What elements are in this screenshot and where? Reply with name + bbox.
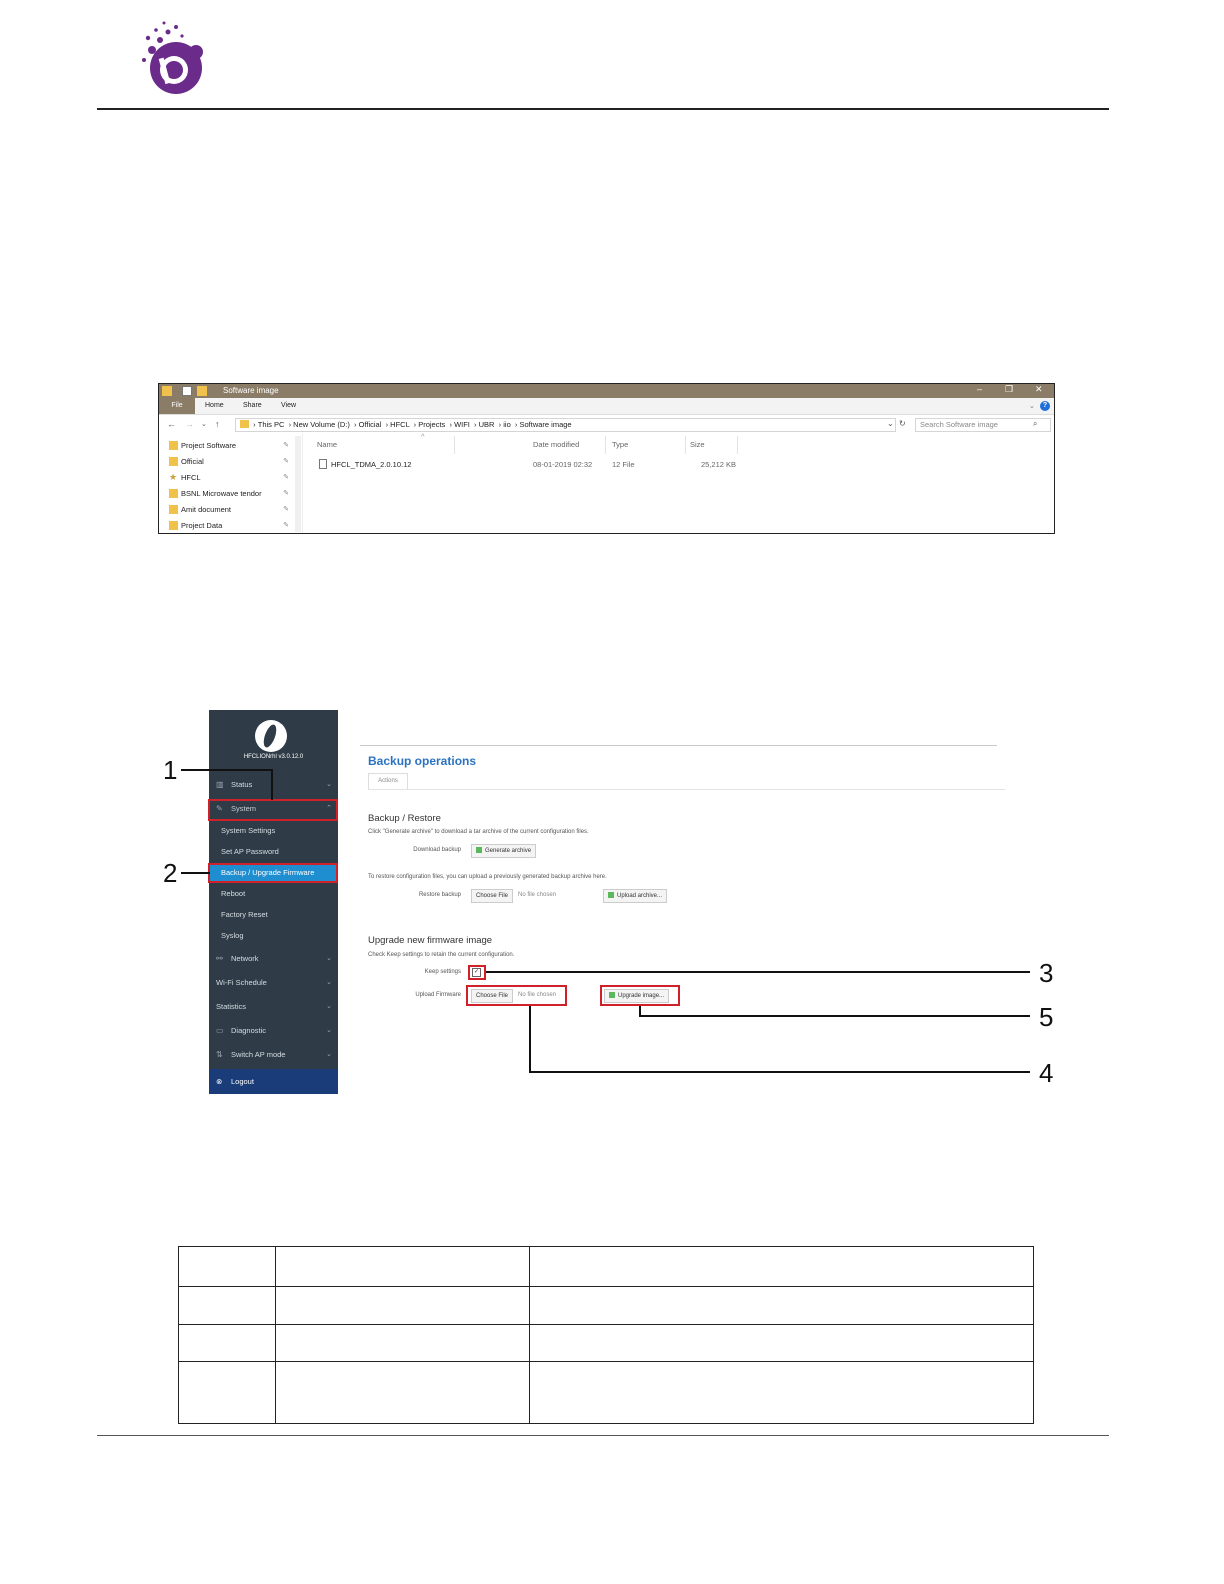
file-size: 25,212 KB <box>701 460 737 469</box>
explorer-title-bar <box>159 384 1054 398</box>
sort-arrow-icon: ^ <box>421 432 425 441</box>
folder-icon <box>169 521 178 530</box>
wrench-icon: ✎ <box>216 804 223 813</box>
crumb[interactable]: UBR <box>478 420 495 429</box>
menu-system-settings[interactable]: System Settings <box>221 826 276 835</box>
menu-backup-upgrade[interactable]: Backup / Upgrade Firmware <box>209 864 338 882</box>
search-input[interactable]: Search Software image <box>915 418 1051 432</box>
crumb[interactable]: WIFI <box>454 420 470 429</box>
callout-4: 4 <box>1039 1058 1054 1088</box>
table-cell <box>276 1287 530 1325</box>
expand-ribbon-icon[interactable]: ⌄ <box>1029 403 1035 410</box>
table-row <box>179 1362 1034 1424</box>
highlight-choose-file <box>466 985 567 1006</box>
pin-icon: ✎ <box>283 458 289 465</box>
close-icon[interactable]: ✕ <box>1035 384 1043 394</box>
chevron-down-icon: ⌄ <box>326 979 332 986</box>
folder-icon <box>240 420 249 428</box>
firmware-choose-file-button[interactable]: Choose File <box>471 989 513 1003</box>
chevron-down-icon: ⌄ <box>326 1051 332 1058</box>
up-icon[interactable]: ↑ <box>215 419 220 429</box>
table-cell <box>276 1362 530 1424</box>
tab-home[interactable]: Home <box>205 402 224 409</box>
file-type: 12 File <box>612 460 635 469</box>
menu-statistics[interactable]: Statistics ⌄ <box>209 997 338 1017</box>
callout-1: 1 <box>163 755 178 785</box>
upgrade-title: Upgrade new firmware image <box>368 935 493 946</box>
folder-icon <box>169 489 178 498</box>
table-cell <box>179 1362 276 1424</box>
highlight-system <box>208 799 338 821</box>
tab-share[interactable]: Share <box>243 402 262 409</box>
window-title: Software image <box>223 386 279 395</box>
network-icon: ⚯ <box>216 954 223 963</box>
upgrade-description: Check Keep settings to retain the current configuration. <box>368 952 515 958</box>
tab-divider <box>368 789 1005 790</box>
column-name[interactable]: Name <box>317 440 338 449</box>
upload-archive-button[interactable]: Upload archive... <box>603 889 667 903</box>
firmware-no-file-text: No file chosen <box>518 992 557 998</box>
table-row <box>179 1287 1034 1325</box>
restore-backup-label: Restore backup <box>418 892 461 898</box>
scrollbar[interactable] <box>295 436 301 532</box>
menu-set-ap-password[interactable]: Set AP Password <box>221 847 279 856</box>
upload-icon <box>608 892 614 898</box>
generate-archive-button[interactable]: Generate archive <box>471 844 536 858</box>
table-cell <box>179 1247 276 1287</box>
file-icon <box>319 459 327 469</box>
chevron-down-icon: ⌄ <box>326 781 332 788</box>
tab-view[interactable]: View <box>281 402 297 409</box>
sidebar <box>209 710 338 1094</box>
highlight-backup-upgrade <box>208 863 338 883</box>
upload-firmware-label: Upload Firmware <box>415 992 461 998</box>
pin-icon: ✎ <box>283 490 289 497</box>
file-explorer-screenshot <box>158 383 1055 534</box>
crumb[interactable]: This PC <box>257 420 285 429</box>
restore-description: To restore configuration files, you can upload a previously generated backup archive here. <box>368 874 607 880</box>
crumb[interactable]: iio <box>503 420 511 429</box>
table-cell <box>530 1287 1034 1325</box>
crumb[interactable]: New Volume (D:) <box>293 420 350 429</box>
web-ui-screenshot <box>209 710 1005 1094</box>
menu-network[interactable]: ⚯ Network ⌄ <box>209 949 338 969</box>
folder-icon <box>162 386 172 396</box>
table-cell <box>179 1287 276 1325</box>
table-cell <box>276 1325 530 1362</box>
menu-factory-reset[interactable]: Factory Reset <box>221 910 268 919</box>
table-row <box>179 1325 1034 1362</box>
column-type[interactable]: Type <box>612 440 629 449</box>
forward-icon[interactable]: → <box>185 419 194 429</box>
minimize-icon[interactable]: – <box>977 384 983 394</box>
highlight-upgrade-image <box>600 985 680 1006</box>
pin-icon: ✎ <box>283 442 289 449</box>
tab-actions[interactable]: Actions <box>368 773 408 789</box>
folder-icon <box>169 457 178 466</box>
main-content <box>338 710 1005 1094</box>
menu-switch-ap-mode[interactable]: ⇅ Switch AP mode ⌄ <box>209 1045 338 1065</box>
star-folder-icon: ★ <box>169 472 178 482</box>
table-cell <box>530 1247 1034 1287</box>
menu-system[interactable]: ✎ System ⌃ <box>209 799 338 819</box>
column-divider <box>685 436 686 454</box>
top-divider <box>360 745 997 746</box>
recent-icon[interactable]: ⌄ <box>201 421 207 428</box>
column-divider <box>454 436 455 454</box>
product-logo <box>255 720 287 752</box>
highlight-keep-settings <box>468 965 486 980</box>
crumb[interactable]: Software image <box>519 420 572 429</box>
column-divider <box>605 436 606 454</box>
firmware-version: HFCLIONrhl v3.0.12.0 <box>243 754 304 760</box>
quick-access-item[interactable]: Amit document ✎ <box>181 504 299 516</box>
monitor-icon: ▭ <box>216 1026 224 1035</box>
menu-reboot[interactable]: Reboot <box>221 889 246 898</box>
quick-access-item[interactable]: BSNL Microwave tendor ✎ <box>181 488 299 500</box>
backup-description: Click "Generate archive" to download a tar archive of the current configuration files. <box>368 829 589 835</box>
column-size[interactable]: Size <box>690 440 705 449</box>
steps-table <box>178 1246 1034 1424</box>
back-icon[interactable]: ← <box>167 419 176 429</box>
bar-chart-icon: ▥ <box>216 780 224 789</box>
table-cell <box>276 1247 530 1287</box>
download-backup-label: Download backup <box>413 847 461 853</box>
menu-wifi-schedule[interactable]: Wi-Fi Schedule ⌄ <box>209 973 338 993</box>
table-row <box>179 1247 1034 1287</box>
quick-access-item[interactable]: ★ HFCL ✎ <box>169 472 289 482</box>
column-date[interactable]: Date modified <box>533 440 580 449</box>
table-cell <box>530 1325 1034 1362</box>
switch-icon: ⇅ <box>216 1050 223 1059</box>
file-name: HFCL_TDMA_2.0.10.12 <box>331 460 412 469</box>
restore-choose-file-button[interactable]: Choose File <box>471 889 513 903</box>
table-cell <box>179 1325 276 1362</box>
folder-icon <box>169 441 178 450</box>
logout-button[interactable]: ⊗ Logout <box>209 1069 338 1094</box>
restore-no-file-text: No file chosen <box>518 892 557 898</box>
quick-access-pane <box>159 434 303 534</box>
company-logo <box>138 18 214 98</box>
keep-settings-label: Keep settings <box>424 969 461 975</box>
help-icon[interactable]: ? <box>1040 401 1050 411</box>
pin-icon: ✎ <box>283 474 289 481</box>
search-icon[interactable]: ⌕ <box>1033 419 1038 428</box>
callout-3: 3 <box>1039 958 1054 988</box>
refresh-icon[interactable]: ↻ <box>899 419 906 428</box>
path-dropdown-icon[interactable]: ⌄ <box>887 419 894 428</box>
footer-rule <box>97 1435 1109 1436</box>
address-path[interactable]: › This PC › New Volume (D:) › Official › HFCL › Projects › WIFI › UBR › iio › Software image <box>235 418 896 432</box>
chevron-up-icon: ⌃ <box>326 805 332 812</box>
table-cell <box>530 1362 1034 1424</box>
quick-access-item[interactable]: Project Software ✎ <box>181 440 299 452</box>
address-bar-row <box>159 416 1054 434</box>
quick-access-item[interactable]: Project Data ✎ <box>181 520 299 532</box>
callout-5: 5 <box>1039 1002 1054 1032</box>
properties-icon[interactable] <box>182 386 192 396</box>
pin-icon: ✎ <box>283 506 289 513</box>
tab-file[interactable]: File <box>159 398 195 414</box>
header-rule <box>97 108 1109 110</box>
quick-access-item[interactable]: Official ✎ <box>181 456 299 468</box>
chevron-down-icon: ⌄ <box>326 1027 332 1034</box>
crumb[interactable]: HFCL <box>390 420 410 429</box>
upgrade-image-button[interactable]: Upgrade image... <box>604 989 669 1003</box>
new-folder-icon[interactable] <box>197 386 207 396</box>
crumb[interactable]: Projects <box>418 420 446 429</box>
crumb[interactable]: Official <box>358 420 382 429</box>
page-title: Backup operations <box>368 754 477 768</box>
file-date: 08-01-2019 02:32 <box>533 460 593 469</box>
archive-icon <box>476 847 482 853</box>
restore-icon[interactable]: ❐ <box>1005 384 1014 394</box>
column-divider <box>737 436 738 454</box>
menu-syslog[interactable]: Syslog <box>221 931 244 940</box>
menu-diagnostic[interactable]: ▭ Diagnostic ⌄ <box>209 1021 338 1041</box>
callout-2: 2 <box>163 858 178 888</box>
folder-icon <box>169 505 178 514</box>
menu-status[interactable]: ▥ Status ⌄ <box>209 775 338 795</box>
backup-restore-title: Backup / Restore <box>368 813 441 824</box>
keep-settings-checkbox[interactable]: ✓ <box>473 969 480 975</box>
logout-icon: ⊗ <box>216 1077 223 1086</box>
ribbon-tabs <box>159 398 1054 415</box>
chevron-down-icon: ⌄ <box>326 955 332 962</box>
pin-icon: ✎ <box>283 522 289 529</box>
chevron-down-icon: ⌄ <box>326 1003 332 1010</box>
